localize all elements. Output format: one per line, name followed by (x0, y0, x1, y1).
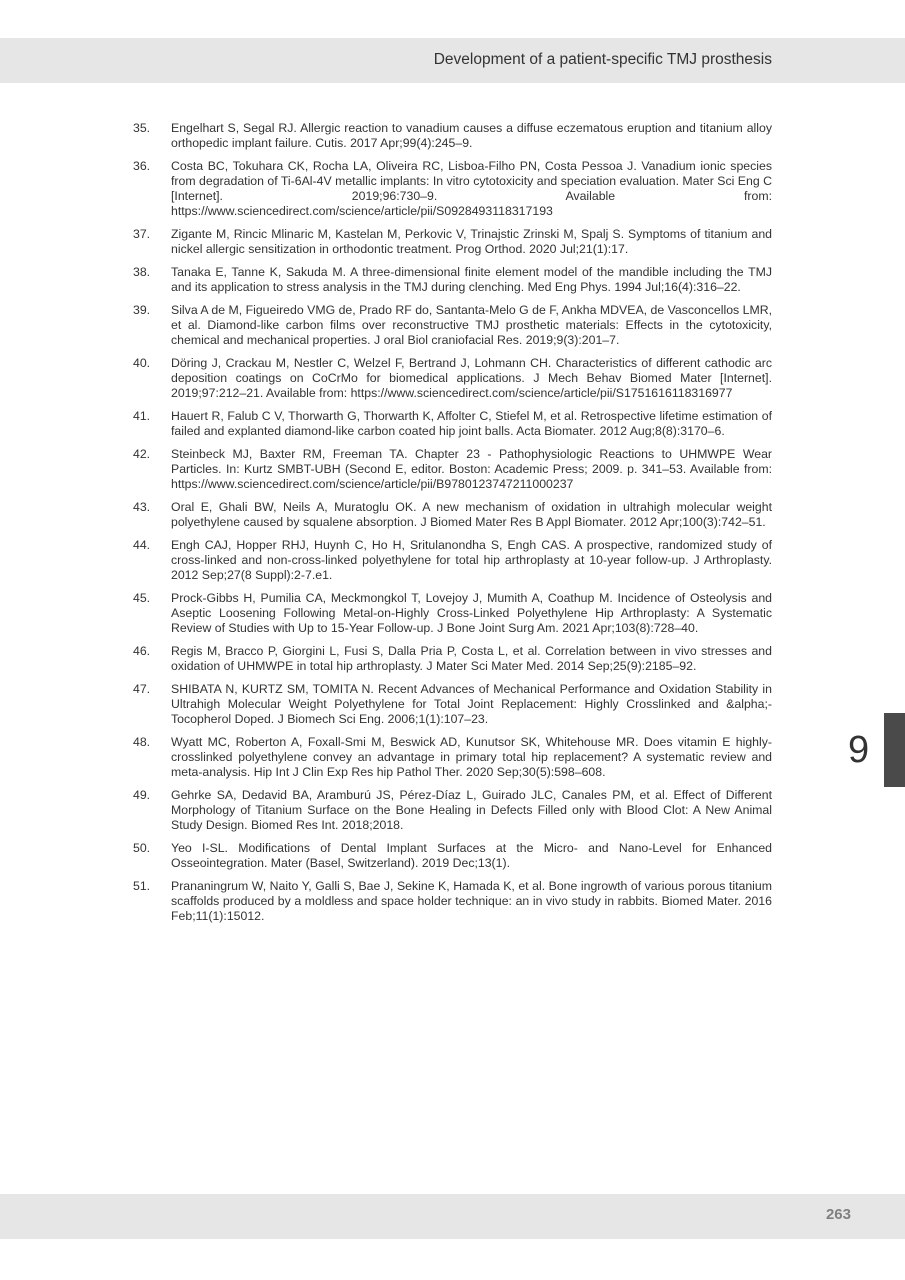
reference-text: SHIBATA N, KURTZ SM, TOMITA N. Recent Advances of Mechanical Performance and Oxidation Stability in Ultrahigh Molecular Weight Polyethylene for Total Joint Replacement: Highly Crosslinked and &alpha;-Tocopherol Doped. J Biomech Sci Eng. 2006;1(1):107–23. (171, 682, 772, 726)
reference-item (133, 227, 772, 257)
reference-number: 47. (133, 682, 151, 696)
reference-item (133, 591, 772, 636)
reference-text: Steinbeck MJ, Baxter RM, Freeman TA. Chapter 23 - Pathophysiologic Reactions to UHMWPE Wear Particles. In: Kurtz SMBT-UBH (Second E, editor. Boston: Academic Press; 2009. p. 341–53. Available from: https://www.sciencedirect.com/science/article/pii/B9780123747211000237 (171, 447, 772, 491)
reference-item (133, 159, 772, 219)
footer-band (0, 1194, 905, 1239)
reference-item (133, 879, 772, 924)
reference-number: 48. (133, 735, 151, 749)
reference-item (133, 265, 772, 295)
reference-number: 37. (133, 227, 151, 241)
reference-item (133, 644, 772, 674)
reference-item (133, 735, 772, 780)
reference-text: Wyatt MC, Roberton A, Foxall-Smi M, Beswick AD, Kunutsor SK, Whitehouse MR. Does vitamin E highly-crosslinked polyethylene convey an advantage in primary total hip replacement? A systematic review and meta-analysis. Hip Int J Clin Exp Res hip Pathol Ther. 2020 Sep;30(5):598–608. (171, 735, 772, 779)
chapter-tab (884, 713, 905, 787)
reference-number: 39. (133, 303, 151, 317)
reference-item (133, 121, 772, 151)
reference-number: 51. (133, 879, 151, 893)
reference-number: 38. (133, 265, 151, 279)
reference-number: 42. (133, 447, 151, 461)
reference-number: 41. (133, 409, 151, 423)
reference-number: 50. (133, 841, 151, 855)
reference-number: 43. (133, 500, 151, 514)
reference-number: 36. (133, 159, 151, 173)
reference-text: Hauert R, Falub C V, Thorwarth G, Thorwarth K, Affolter C, Stiefel M, et al. Retrospective lifetime estimation of failed and explanted diamond-like carbon coated hip joint balls. Acta Biomater. 2012 Aug;8(8):3170–6. (171, 409, 772, 438)
reference-text: Silva A de M, Figueiredo VMG de, Prado RF do, Santanta-Melo G de F, Ankha MDVEA, de Vasconcellos LMR, et al. Diamond-like carbon films over reconstructive TMJ prosthetic materials: Effects in the cytotoxicity, chemical and mechanical properties. J oral Biol craniofacial Res. 2019;9(3):201–7. (171, 303, 772, 347)
reference-number: 46. (133, 644, 151, 658)
reference-item (133, 841, 772, 871)
reference-text: Prananingrum W, Naito Y, Galli S, Bae J, Sekine K, Hamada K, et al. Bone ingrowth of various porous titanium scaffolds produced by a moldless and space holder technique: an in vivo study in rabbits. Biomed Mater. 2016 Feb;11(1):15012. (171, 879, 772, 923)
reference-text: Costa BC, Tokuhara CK, Rocha LA, Oliveira RC, Lisboa-Filho PN, Costa Pessoa J. Vanadium ionic species from degradation of Ti-6Al-4V metallic implants: In vitro cytotoxicity and speciation evaluation. Mater Sci Eng C [Internet]. 2019;96:730–9. Available from: https://www.sciencedirect.com/science/article/pii/S0928493118317193 (171, 159, 772, 218)
reference-item (133, 356, 772, 401)
reference-number: 35. (133, 121, 151, 135)
running-title: Development of a patient-specific TMJ prosthesis (433, 51, 772, 68)
reference-item (133, 682, 772, 727)
reference-number: 49. (133, 788, 151, 802)
chapter-number: 9 (848, 729, 870, 771)
reference-text: Tanaka E, Tanne K, Sakuda M. A three-dimensional finite element model of the mandible including the TMJ and its application to stress analysis in the TMJ during clenching. Med Eng Phys. 1994 Jul;16(4):316–22. (171, 265, 772, 294)
reference-text: Prock-Gibbs H, Pumilia CA, Meckmongkol T, Lovejoy J, Mumith A, Coathup M. Incidence of Osteolysis and Aseptic Loosening Following Metal-on-Highly Cross-Linked Polyethylene Hip Arthroplasty: A Systematic Review of Studies with Up to 15-Year Follow-up. J Bone Joint Surg Am. 2021 Apr;103(8):728–40. (171, 591, 772, 635)
reference-number: 45. (133, 591, 151, 605)
reference-item (133, 303, 772, 348)
reference-number: 40. (133, 356, 151, 370)
reference-item (133, 447, 772, 492)
reference-text: Engh CAJ, Hopper RHJ, Huynh C, Ho H, Sritulanondha S, Engh CAS. A prospective, randomized study of cross-linked and non-cross-linked polyethylene for total hip arthroplasty at 10-year follow-up. J Arthroplasty. 2012 Sep;27(8 Suppl):2-7.e1. (171, 538, 772, 582)
reference-text: Döring J, Crackau M, Nestler C, Welzel F, Bertrand J, Lohmann CH. Characteristics of different cathodic arc deposition coatings on CoCrMo for biomedical applications. J Mech Behav Biomed Mater [Internet]. 2019;97:212–21. Available from: https://www.sciencedirect.com/science/article/pii/S1751616118316977 (171, 356, 772, 400)
reference-item (133, 500, 772, 530)
reference-item (133, 788, 772, 833)
reference-text: Yeo I-SL. Modifications of Dental Implant Surfaces at the Micro- and Nano-Level for Enhanced Osseointegration. Mater (Basel, Switzerland). 2019 Dec;13(1). (171, 841, 772, 870)
reference-number: 44. (133, 538, 151, 552)
reference-text: Zigante M, Rincic Mlinaric M, Kastelan M, Perkovic V, Trinajstic Zrinski M, Spalj S. Symptoms of titanium and nickel allergic sensitization in orthodontic treatment. Prog Orthod. 2020 Jul;21(1):17. (171, 227, 772, 256)
reference-text: Regis M, Bracco P, Giorgini L, Fusi S, Dalla Pria P, Costa L, et al. Correlation between in vivo stresses and oxidation of UHMWPE in total hip arthroplasty. J Mater Sci Mater Med. 2014 Sep;25(9):2185–92. (171, 644, 772, 673)
reference-text: Engelhart S, Segal RJ. Allergic reaction to vanadium causes a diffuse eczematous eruption and titanium alloy orthopedic implant failure. Cutis. 2017 Apr;99(4):245–9. (171, 121, 772, 150)
reference-text: Gehrke SA, Dedavid BA, Aramburú JS, Pérez-Díaz L, Guirado JLC, Canales PM, et al. Effect of Different Morphology of Titanium Surface on the Bone Healing in Defects Filled only with Blood Clot: A New Animal Study Design. Biomed Res Int. 2018;2018. (171, 788, 772, 832)
page-number: 263 (825, 1206, 851, 1223)
reference-item (133, 409, 772, 439)
reference-list (133, 121, 772, 932)
reference-item (133, 538, 772, 583)
reference-text: Oral E, Ghali BW, Neils A, Muratoglu OK. A new mechanism of oxidation in ultrahigh molecular weight polyethylene caused by squalene absorption. J Biomed Mater Res B Appl Biomater. 2012 Apr;100(3):742–51. (171, 500, 772, 529)
